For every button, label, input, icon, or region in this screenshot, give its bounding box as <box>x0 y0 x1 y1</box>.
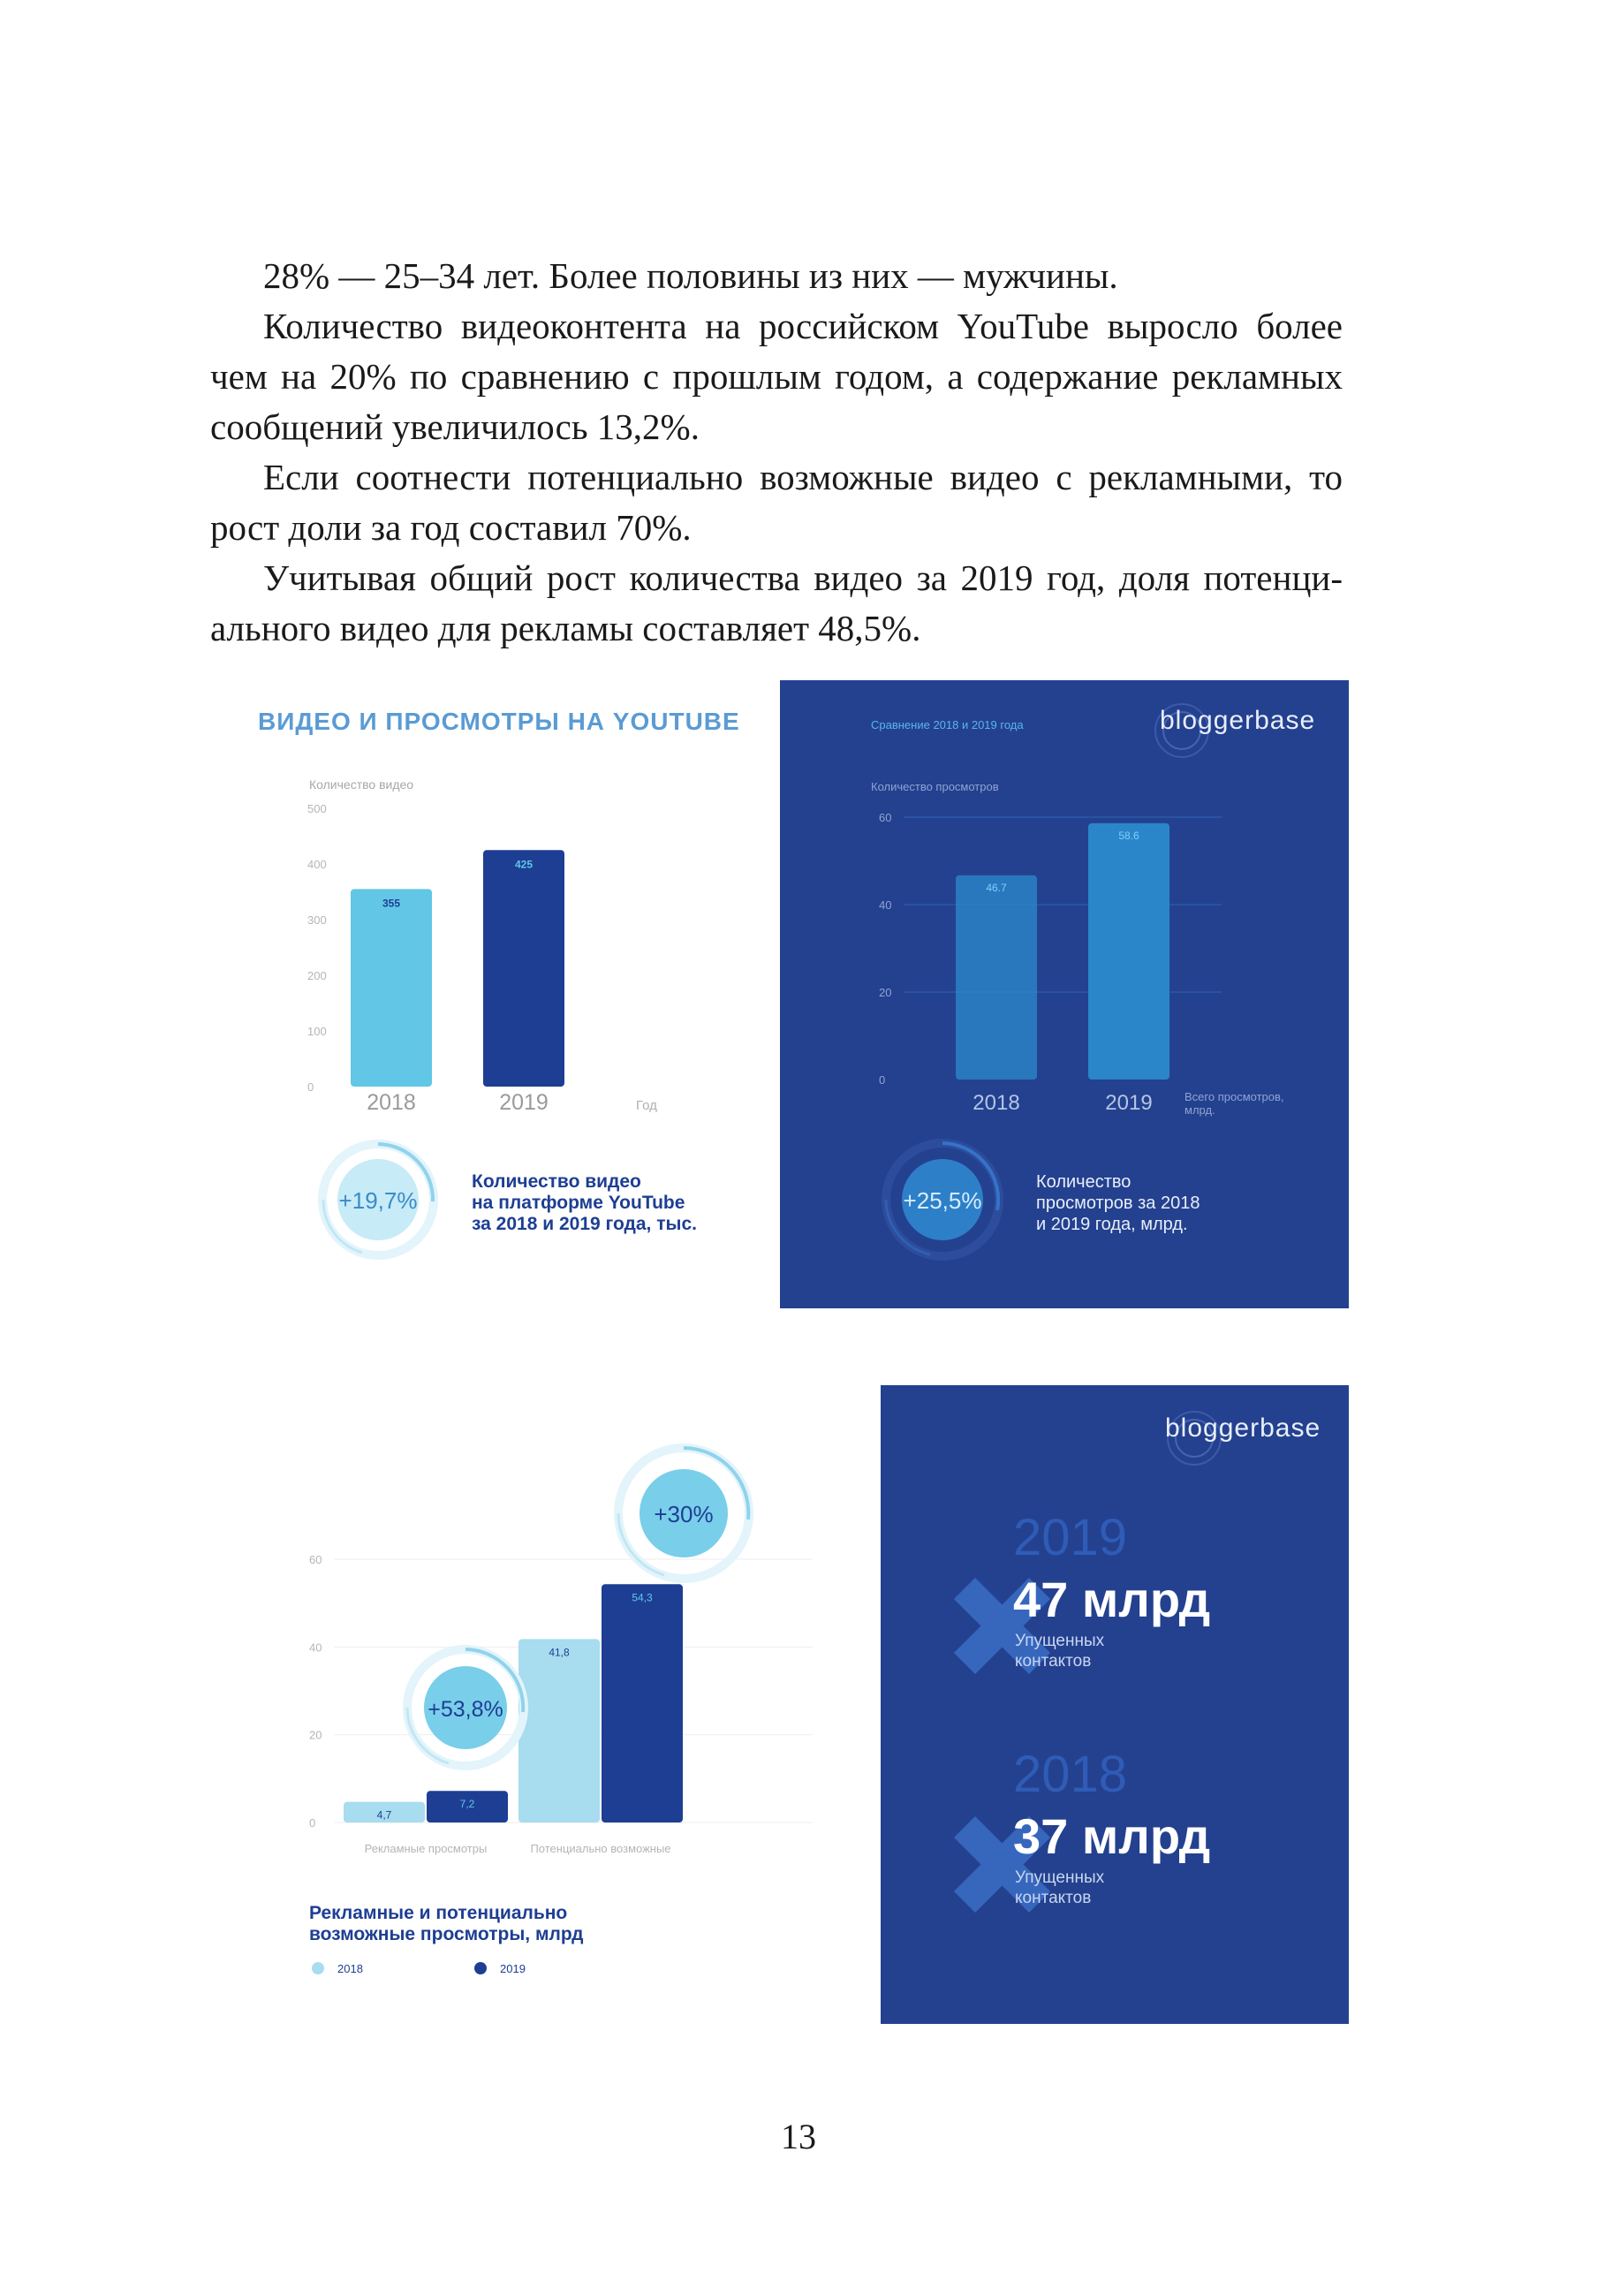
label-2018-line-2: контактов <box>1015 1889 1092 1907</box>
x-tick-label: 2019 <box>1105 1091 1153 1115</box>
value-2019: 47 млрд <box>1013 1572 1211 1627</box>
bar-value-label: 7,2 <box>459 1798 475 1811</box>
growth-badge <box>886 1143 999 1256</box>
y-tick-label: 40 <box>309 1641 322 1655</box>
y-tick-label: 0 <box>879 1073 886 1087</box>
y-axis-label: Количество просмотров <box>871 780 999 793</box>
bar-value-label: 4,7 <box>376 1808 392 1822</box>
video-count-chart <box>238 680 777 1307</box>
y-tick-label: 0 <box>307 1080 314 1094</box>
legend-swatch-2019 <box>474 1962 487 1974</box>
growth-badge-ad-text: +53,8% <box>428 1697 503 1722</box>
legend-label-2018: 2018 <box>337 1962 363 1975</box>
chart-title-line-2: возможные просмотры, млрд <box>309 1924 584 1944</box>
growth-badge-ad <box>407 1649 524 1766</box>
chart-title: ВИДЕО И ПРОСМОТРЫ НА YOUTUBE <box>258 708 740 735</box>
bar-value-label: 46.7 <box>986 881 1007 894</box>
bar-value-label: 355 <box>382 897 401 910</box>
legend <box>312 1962 526 1975</box>
bar-2019 <box>483 850 564 1087</box>
page-number: 13 <box>781 2117 816 2156</box>
y-tick-label: 400 <box>307 858 327 871</box>
caption-line-2: просмотров за 2018 <box>1036 1193 1200 1213</box>
growth-badge-potential-text: +30% <box>654 1501 714 1527</box>
caption-line-3: и 2019 года, млрд. <box>1036 1215 1188 1234</box>
year-2019: 2019 <box>1013 1509 1128 1566</box>
paragraph-3: Если соотнести потенциально возможные видео с рекламными, то рост доли за год составил 70%. <box>210 457 1343 548</box>
paragraph-4: Учитывая общий рост количества видео за 2019 год, доля потенциального видео для рекламы составляет 48,5%. <box>210 557 1343 648</box>
label-2019-line-1: Упущенных <box>1015 1632 1105 1650</box>
bar-2018 <box>956 875 1037 1080</box>
bar-value-label: 425 <box>514 858 534 871</box>
y-tick-label: 300 <box>307 913 327 927</box>
x-tick-label: Рекламные просмотры <box>364 1842 488 1855</box>
ad-views-chart <box>291 1431 821 1997</box>
legend-swatch-2018 <box>312 1962 324 1974</box>
chart-title-line-1: Рекламные и потенциально <box>309 1903 568 1923</box>
legend-label-2019: 2019 <box>500 1962 526 1975</box>
x-tick-label: 2018 <box>367 1090 416 1115</box>
label-2018-line-1: Упущенных <box>1015 1868 1105 1887</box>
x-tick-label: Потенциально возможные <box>530 1842 671 1855</box>
chart-subtitle: Сравнение 2018 и 2019 года <box>871 718 1024 731</box>
y-tick-label: 500 <box>307 802 327 815</box>
value-2018: 37 млрд <box>1013 1808 1211 1864</box>
brand-name: bloggerbase <box>1160 706 1316 735</box>
x-axis-label-line-1: Всего просмотров, <box>1185 1090 1284 1103</box>
y-tick-label: 20 <box>879 986 892 999</box>
caption-line-2: на платформе YouTube <box>472 1193 685 1213</box>
label-2019-line-2: контактов <box>1015 1652 1092 1671</box>
bar-value-label: 41,8 <box>549 1646 570 1659</box>
missed-contacts-infographic <box>881 1385 1349 2024</box>
bar-2019-1 <box>602 1584 683 1822</box>
y-tick-label: 200 <box>307 969 327 982</box>
paragraph-1: 28% — 25–34 лет. Более половины из них — мужчины. <box>263 255 1118 296</box>
y-tick-label: 60 <box>309 1553 322 1566</box>
x-tick-label: 2019 <box>499 1090 549 1115</box>
x-tick-label: 2018 <box>973 1091 1020 1115</box>
bar-2018 <box>351 889 432 1087</box>
brand-name: bloggerbase <box>1165 1413 1321 1443</box>
y-tick-label: 20 <box>309 1728 322 1742</box>
caption-line-1: Количество видео <box>472 1171 641 1192</box>
year-2018: 2018 <box>1013 1746 1128 1803</box>
paragraph-2: Количество видеоконтента на российском YouTube выросло более чем на 20% по сравнению с прошлым годом, а содержание рекламных сообщений увеличилось 13,2%. <box>210 306 1343 447</box>
growth-badge-text: +25,5% <box>903 1187 982 1214</box>
y-tick-label: 100 <box>307 1025 327 1038</box>
y-tick-label: 40 <box>879 898 892 912</box>
bar-value-label: 54,3 <box>632 1591 653 1604</box>
y-tick-label: 60 <box>879 811 892 824</box>
chart-caption <box>472 1171 697 1234</box>
growth-badge-text: +19,7% <box>338 1187 418 1214</box>
growth-badge <box>322 1144 434 1255</box>
bar-value-label: 58.6 <box>1118 829 1139 842</box>
bar-2019 <box>1088 823 1169 1080</box>
bar-2018-1 <box>518 1639 600 1822</box>
x-axis-label: Год <box>636 1098 657 1113</box>
y-tick-label: 0 <box>309 1816 316 1830</box>
views-chart <box>780 680 1349 1308</box>
x-axis-label-line-2: млрд. <box>1185 1103 1215 1117</box>
caption-line-1: Количество <box>1036 1172 1132 1192</box>
y-axis-label: Количество видео <box>309 777 414 792</box>
chart-title <box>309 1903 583 1944</box>
caption-line-3: за 2018 и 2019 года, тыс. <box>472 1214 697 1234</box>
